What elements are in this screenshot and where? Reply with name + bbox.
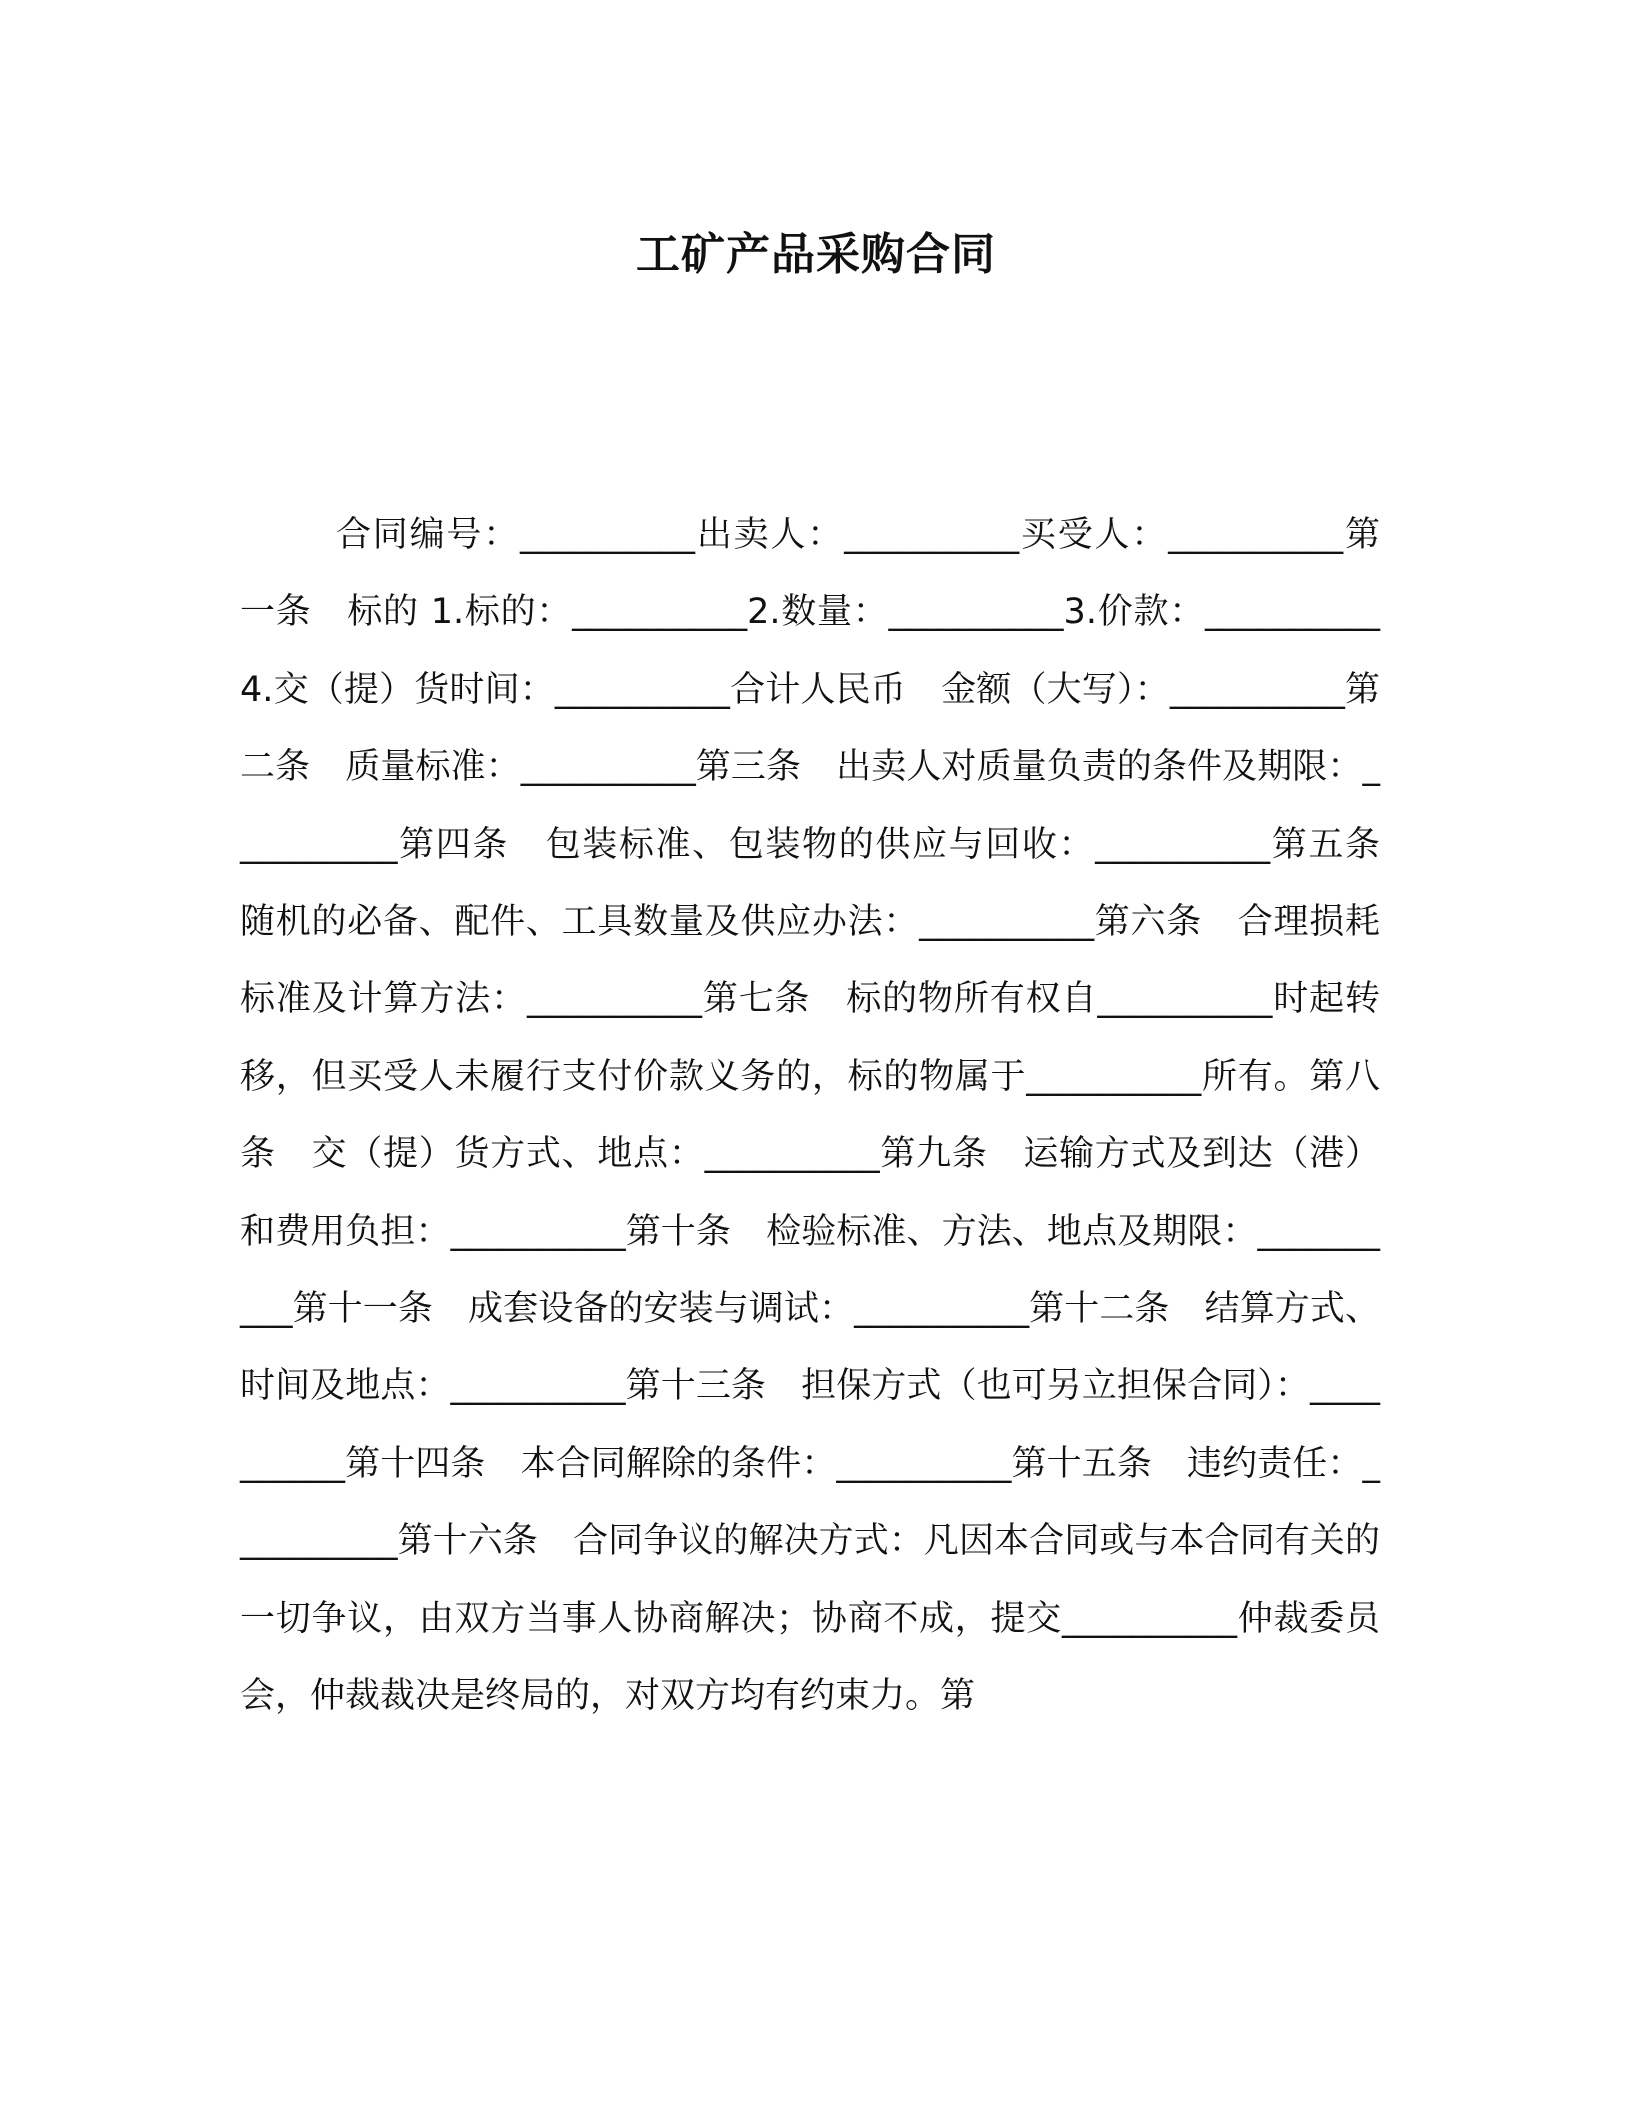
contract-body-text: 合同编号：__________出卖人：__________买受人：__________第一条 标的 1.标的：__________2.数量：__________3.价款：__________4.交（提）货时间：__________合计人民币 金额（大写）：__________第二条 质量标准：__________第三条 出卖人对质量负责的条件及期限：__________第四条 包装标准、包装物的供应与回收：__________第五条 随机的必备、配件、工具数量及供应办法：__________第六条 合理损耗标准及计算方法：__________第七条 标的物所有权自__________时起转移，但买受人未履行支付价款义务的，标的物属于__________所有。第八条 交（提）货方式、地点：__________第九条 运输方式及到达（港）和费用负担：__________第十条 检验标准、方法、地点及期限：__________第十一条 成套设备的安装与调试：__________第十二条 结算方式、时间及地点：__________第十三条 担保方式（也可另立担保合同）：__________第十四条 本合同解除的条件：__________第十五条 违约责任：__________第十六条 合同争议的解决方式：凡因本合同或与本合同有关的一切争议，由双方当事人协商解决；协商不成，提交__________仲裁委员会，仲裁裁决是终局的，对双方均有约束力。第 xyxy=(240,515,1416,1717)
document-title: 工矿产品采购合同 xyxy=(636,229,996,280)
